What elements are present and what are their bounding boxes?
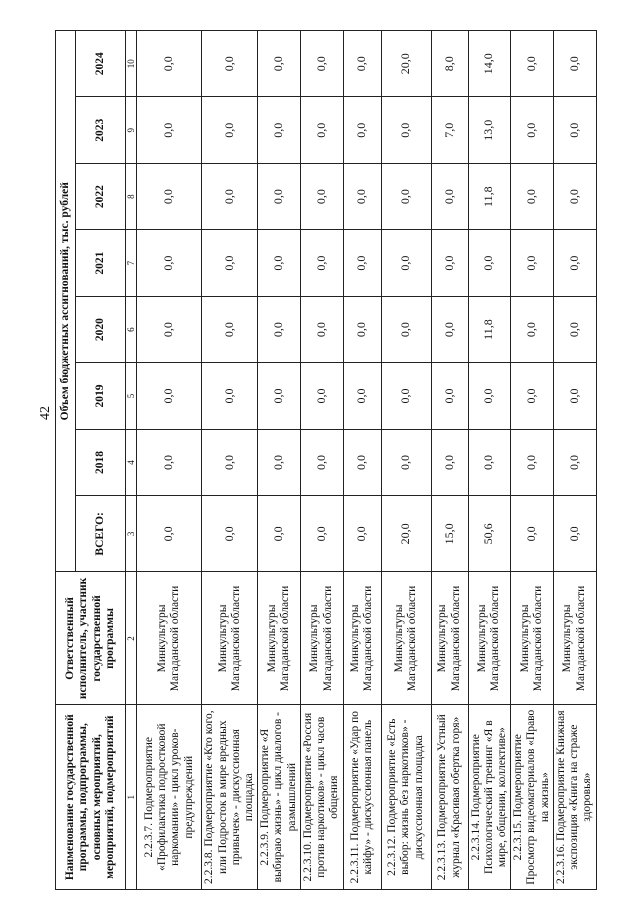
header-year: 2023 [76, 97, 126, 163]
row-executor: Минкультуры Магаданской области [553, 572, 596, 705]
row-year-value: 0,0 [300, 31, 343, 97]
table-row [258, 31, 301, 890]
row-total: 0,0 [300, 496, 343, 572]
row-year-value: 0,0 [258, 31, 301, 97]
column-number: 4 [126, 429, 137, 495]
row-year-value: 0,0 [258, 296, 301, 362]
column-number: 6 [126, 296, 137, 362]
row-name: 2.2.3.12. Подмероприятие «Есть выбор: жизнь без наркотиков» - дискуссионная площадка [381, 705, 431, 890]
header-name: Наименование государственной программы, подпрограммы, основных мероприятий, мероприятий, подмероприятий [56, 705, 126, 890]
row-year-value: 0,0 [511, 296, 554, 362]
row-year-value: 0,0 [381, 296, 431, 362]
rotated-table-container [55, 30, 594, 890]
row-executor: Минкультуры Магаданской области [468, 572, 511, 705]
row-year-value: 0,0 [431, 363, 468, 429]
row-total: 0,0 [343, 496, 381, 572]
row-year-value: 0,0 [511, 31, 554, 97]
row-executor: Минкультуры Магаданской области [258, 572, 301, 705]
row-year-value: 0,0 [468, 363, 511, 429]
row-total: 0,0 [553, 496, 596, 572]
row-name: 2.2.3.16. Подмероприятие Книжная экспозиция «Книга на страже здоровья» [553, 705, 596, 890]
row-year-value: 8,0 [431, 31, 468, 97]
table-row [343, 31, 381, 890]
row-executor: Минкультуры Магаданской области [137, 572, 202, 705]
row-year-value: 0,0 [300, 97, 343, 163]
header-year: 2024 [76, 31, 126, 97]
header-year: 2021 [76, 230, 126, 296]
row-year-value: 0,0 [343, 97, 381, 163]
row-year-value: 0,0 [381, 97, 431, 163]
row-year-value: 0,0 [258, 363, 301, 429]
budget-table [55, 30, 597, 890]
column-number: 5 [126, 363, 137, 429]
row-year-value: 0,0 [343, 296, 381, 362]
row-year-value: 0,0 [300, 163, 343, 229]
row-name: 2.2.3.7. Подмероприятие «Профилактика подростковой наркомании» - цикл уроков-предупреждений [137, 705, 202, 890]
row-year-value: 0,0 [258, 429, 301, 495]
row-year-value: 0,0 [343, 363, 381, 429]
row-year-value: 0,0 [202, 230, 258, 296]
row-executor: Минкультуры Магаданской области [381, 572, 431, 705]
column-number: 2 [126, 572, 137, 705]
row-name: 2.2.3.15. Подмероприятие Просмотр видеоматериалов «Право на жизнь» [511, 705, 554, 890]
row-total: 20,0 [381, 496, 431, 572]
row-year-value: 0,0 [553, 230, 596, 296]
row-total: 0,0 [137, 496, 202, 572]
table-row [202, 31, 258, 890]
row-year-value: 0,0 [202, 97, 258, 163]
row-year-value: 0,0 [553, 296, 596, 362]
table-row [468, 31, 511, 890]
row-year-value: 0,0 [511, 429, 554, 495]
row-executor: Минкультуры Магаданской области [511, 572, 554, 705]
row-executor: Минкультуры Магаданской области [431, 572, 468, 705]
header-year: 2022 [76, 163, 126, 229]
row-year-value: 0,0 [202, 163, 258, 229]
column-number: 8 [126, 163, 137, 229]
row-year-value: 11,8 [468, 163, 511, 229]
row-year-value: 0,0 [381, 230, 431, 296]
row-total: 0,0 [202, 496, 258, 572]
row-year-value: 0,0 [258, 230, 301, 296]
table-row [511, 31, 554, 890]
row-year-value: 0,0 [137, 363, 202, 429]
row-name: 2.2.3.13. Подмероприятие Устный журнал «Красивая обертка горя» [431, 705, 468, 890]
row-year-value: 0,0 [343, 31, 381, 97]
row-year-value: 20,0 [381, 31, 431, 97]
row-year-value: 0,0 [137, 429, 202, 495]
row-year-value: 0,0 [511, 97, 554, 163]
row-executor: Минкультуры Магаданской области [300, 572, 343, 705]
row-name: 2.2.3.10. Подмероприятие «Россия против наркотиков» - цикл часов общения [300, 705, 343, 890]
row-year-value: 0,0 [553, 363, 596, 429]
row-year-value: 0,0 [511, 230, 554, 296]
row-year-value: 0,0 [553, 31, 596, 97]
row-year-value: 0,0 [381, 429, 431, 495]
row-year-value: 0,0 [202, 31, 258, 97]
column-number: 10 [126, 31, 137, 97]
row-year-value: 0,0 [431, 296, 468, 362]
row-year-value: 11,8 [468, 296, 511, 362]
row-year-value: 0,0 [137, 296, 202, 362]
header-total: ВСЕГО: [76, 496, 126, 572]
row-year-value: 0,0 [343, 163, 381, 229]
row-year-value: 0,0 [553, 429, 596, 495]
page-number: 42 [38, 406, 53, 420]
row-executor: Минкультуры Магаданской области [343, 572, 381, 705]
row-year-value: 0,0 [511, 163, 554, 229]
row-year-value: 0,0 [202, 363, 258, 429]
row-executor: Минкультуры Магаданской области [202, 572, 258, 705]
row-year-value: 0,0 [137, 230, 202, 296]
row-year-value: 0,0 [202, 429, 258, 495]
row-name: 2.2.3.9. Подмероприятие «Я выбираю жизнь» - цикл диалогов - размышлений [258, 705, 301, 890]
row-year-value: 0,0 [343, 429, 381, 495]
row-year-value: 0,0 [137, 97, 202, 163]
column-number: 7 [126, 230, 137, 296]
row-total: 0,0 [258, 496, 301, 572]
row-total: 0,0 [511, 496, 554, 572]
row-year-value: 0,0 [381, 163, 431, 229]
row-year-value: 0,0 [553, 97, 596, 163]
table-row [381, 31, 431, 890]
header-executor: Ответственный исполнитель, участник государственной программы [56, 572, 126, 705]
row-total: 15,0 [431, 496, 468, 572]
header-budget: Объем бюджетных ассигнований, тыс. рублей [56, 31, 76, 573]
column-number: 3 [126, 496, 137, 572]
row-year-value: 14,0 [468, 31, 511, 97]
row-year-value: 0,0 [431, 230, 468, 296]
row-year-value: 13,0 [468, 97, 511, 163]
table-row [137, 31, 202, 890]
table-row [300, 31, 343, 890]
column-number: 9 [126, 97, 137, 163]
row-year-value: 0,0 [300, 296, 343, 362]
header-year: 2018 [76, 429, 126, 495]
row-year-value: 7,0 [431, 97, 468, 163]
row-year-value: 0,0 [202, 296, 258, 362]
row-year-value: 0,0 [300, 230, 343, 296]
row-name: 2.2.3.11. Подмероприятие «Удар по кайфу» - дискуссионная панель [343, 705, 381, 890]
row-year-value: 0,0 [258, 97, 301, 163]
row-name: 2.2.3.14. Подмероприятие Психологический тренинг «Я в мире, общении, коллективе» [468, 705, 511, 890]
row-year-value: 0,0 [300, 363, 343, 429]
row-year-value: 0,0 [343, 230, 381, 296]
column-number: 1 [126, 705, 137, 890]
row-year-value: 0,0 [431, 429, 468, 495]
row-year-value: 0,0 [468, 429, 511, 495]
row-year-value: 0,0 [511, 363, 554, 429]
table-row [431, 31, 468, 890]
table-row [553, 31, 596, 890]
row-year-value: 0,0 [137, 31, 202, 97]
row-name: 2.2.3.8. Подмероприятие «Кто кого, или Подросток в мире вредных привычек» - дискуссионная площадка [202, 705, 258, 890]
row-total: 50,6 [468, 496, 511, 572]
header-year: 2020 [76, 296, 126, 362]
row-year-value: 0,0 [258, 163, 301, 229]
row-year-value: 0,0 [137, 163, 202, 229]
row-year-value: 0,0 [300, 429, 343, 495]
header-year: 2019 [76, 363, 126, 429]
row-year-value: 0,0 [431, 163, 468, 229]
row-year-value: 0,0 [381, 363, 431, 429]
row-year-value: 0,0 [553, 163, 596, 229]
row-year-value: 0,0 [468, 230, 511, 296]
